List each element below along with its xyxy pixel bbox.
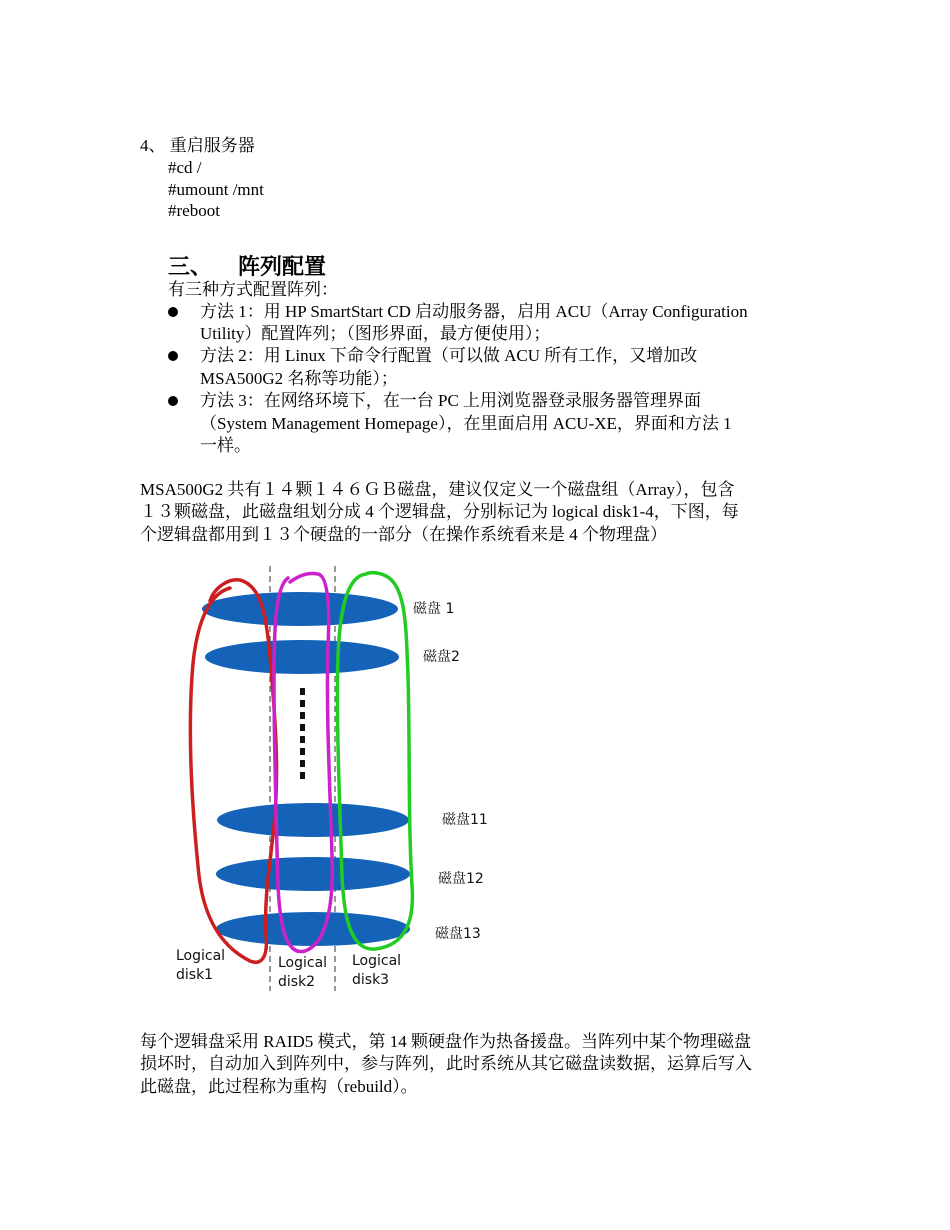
command-line: #cd / (168, 158, 202, 177)
disk-2 (205, 640, 399, 674)
logical-disk-diagram (170, 566, 500, 996)
section-heading (168, 250, 326, 281)
method-2-line2: MSA500G2 名称等功能）； (200, 369, 398, 388)
paragraph-line: 此磁盘，此过程称为重构（rebuild）。 (140, 1077, 418, 1096)
disk-12 (216, 857, 410, 891)
disk-11 (217, 803, 409, 837)
disk-label: 磁盘2 (423, 649, 460, 665)
method-3-line1: 方法 3：在网络环境下，在一台 PC 上用浏览器登录服务器管理界面 (200, 391, 702, 410)
disk-label: 磁盘13 (435, 926, 481, 942)
logical-disk1-outline (190, 580, 276, 963)
logical-label: Logical (176, 948, 226, 964)
disk-label: 磁盘11 (442, 812, 488, 828)
command-line: #umount /mnt (168, 180, 264, 199)
method-2-line1: 方法 2：用 Linux 下命令行配置（可以做 ACU 所有工作，又增加改 (200, 346, 698, 365)
disk-13 (216, 912, 410, 946)
logical-label: Logical (352, 953, 402, 969)
logical-label: disk2 (278, 974, 316, 990)
method-3-line3: 一样。 (200, 436, 251, 455)
disk-label: 磁盘 1 (413, 601, 455, 617)
method-1-line1: 方法 1：用 HP SmartStart CD 启动服务器，启用 ACU（Array Configuration (200, 302, 748, 321)
bullet-icon (168, 396, 178, 406)
paragraph-line: 个逻辑盘都用到１３个硬盘的一部分（在操作系统看来是 4 个物理盘） (140, 525, 667, 544)
disk-label: 磁盘12 (438, 871, 484, 887)
ellipsis-dots (300, 688, 305, 779)
method-3-line2: （System Management Homepage），在里面启用 ACU-XE，界面和方法 1 (200, 414, 732, 433)
paragraph-line: 损坏时，自动加入到阵列中，参与阵列，此时系统从其它磁盘读数据，运算后写入 (140, 1054, 752, 1073)
logical-label: disk3 (352, 972, 390, 988)
paragraph-line: 每个逻辑盘采用 RAID5 模式，第 14 颗硬盘作为热备援盘。当阵列中某个物理磁盘 (140, 1032, 752, 1051)
section-intro: 有三种方式配置阵列： (168, 280, 338, 299)
logical-disk3-outline (337, 573, 412, 949)
logical-label: Logical (278, 955, 328, 971)
disk-1 (202, 592, 398, 626)
command-line: #reboot (168, 201, 220, 220)
bullet-icon (168, 351, 178, 361)
logical-label: disk1 (176, 967, 214, 983)
paragraph-line: MSA500G2 共有１４颗１４６ＧＢ磁盘，建议仅定义一个磁盘组（Array），包含 (140, 480, 735, 499)
step4-heading: 4、 重启服务器 (140, 136, 255, 155)
section-title: 阵列配置 (238, 255, 327, 280)
section-number: 三、 (168, 255, 213, 280)
paragraph-line: １３颗磁盘，此磁盘组划分成 4 个逻辑盘，分别标记为 logical disk1-4，下图，每 (140, 502, 739, 521)
method-1-line2: Utility）配置阵列；（图形界面，最方便使用）； (200, 324, 551, 343)
bullet-icon (168, 307, 178, 317)
